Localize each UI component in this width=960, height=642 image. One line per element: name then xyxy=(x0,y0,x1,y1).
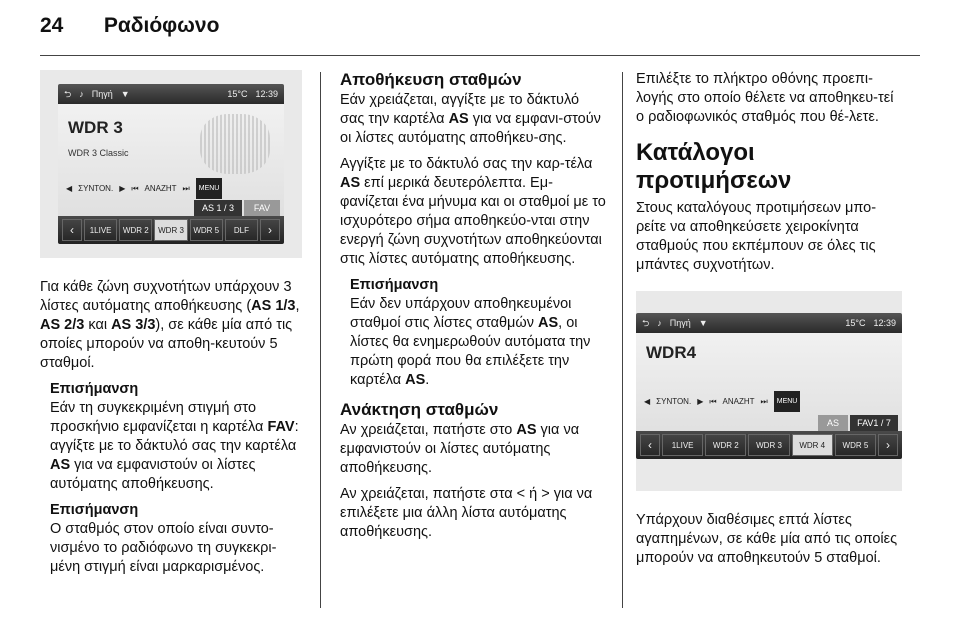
preset-button-selected: WDR 3 xyxy=(154,219,187,241)
temperature: 15°C xyxy=(845,317,866,328)
heading-store-stations: Αποθήκευση σταθμών xyxy=(340,70,522,89)
intro-paragraph: Για κάθε ζώνη συχνοτήτων υπάρχουν 3 λίστες αυτόματης αποθήκευσης (AS 1/3, AS 2/3 και AS 3/3), σε κάθε μία από τις οποίες μπορούν να αποθη-κευτούν 5 σταθμοί. xyxy=(40,279,300,371)
tune-left-icon: ◀ xyxy=(644,396,651,406)
music-icon: ♪ xyxy=(657,317,662,328)
station-name: WDR 3 xyxy=(68,118,123,137)
source-label: Πηγή xyxy=(669,317,691,328)
column-2 xyxy=(340,70,606,549)
clock: 12:39 xyxy=(255,88,278,99)
heading-recall-stations: Ανάκτηση σταθμών xyxy=(340,400,499,419)
paragraph: Επιλέξτε το πλήκτρο οθόνης προεπι-λογής στο οποίο θέλετε να αποθηκευ-τεί ο ραδιοφωνικός σταθμός που θέ-λετε. xyxy=(636,71,894,125)
heading-favourites: Κατάλογοι προτιμήσεων xyxy=(636,139,792,194)
clock: 12:39 xyxy=(873,317,896,328)
temperature: 15°C xyxy=(227,88,248,99)
search-label: ΑΝΑΖΗΤ xyxy=(144,183,177,193)
note-heading: Επισήμανση xyxy=(50,502,139,518)
station-name: WDR4 xyxy=(646,343,697,362)
screenshot-as xyxy=(40,70,302,258)
chevron-down-icon: ▼ xyxy=(120,88,130,99)
paragraph: Στους καταλόγους προτιμήσεων μπο-ρείτε να αποθηκεύσετε χειροκίνητα σταθμούς που εκπέμπουν σε όλες τις μπάντες συχνοτήτων. xyxy=(636,200,877,273)
seek-back-icon: ⏮ xyxy=(131,183,139,193)
seek-back-icon: ⏮ xyxy=(709,396,717,406)
seek-forward-icon: ⏭ xyxy=(182,183,190,193)
paragraph: Αγγίξτε με το δάκτυλό σας την καρ-τέλα AS επί μερικά δευτερόλεπτα. Εμ-φανίζεται ένα μήνυμα και οι σταθμοί με το ισχυρότερο σήμα αποθηκεύο-νται στην ενεργή ζώνη συχνοτήτων αποθηκεύονται στις λίστες αυτόματης αποθήκευσης. xyxy=(340,156,606,267)
status-bar xyxy=(58,84,284,104)
page-title: Ραδιόφωνο xyxy=(103,14,220,37)
tuning-controls xyxy=(66,180,276,196)
paragraph: Υπάρχουν διαθέσιμες επτά λίστες αγαπημένων, σε κάθε μία από τις οποίες μπορούν να αποθηκευτούν 5 σταθμοί. xyxy=(636,512,898,566)
chevron-left-icon: ‹ xyxy=(640,434,660,456)
page-header xyxy=(40,14,219,38)
note-2: Επισήμανση Ο σταθμός στον οποίο είναι συντο-νισμένο το ραδιόφωνο τη συγκεκρι-μένη στιγμή είναι μαρκαρισμένος. xyxy=(50,501,302,577)
preset-row xyxy=(58,216,284,244)
radio-screen xyxy=(636,313,902,459)
back-icon: ⮌ xyxy=(642,317,650,328)
source-label: Πηγή xyxy=(91,88,113,99)
tab-as: AS 1 / 3 xyxy=(194,200,242,216)
tune-label: ΣΥΝΤΟΝ. xyxy=(656,396,692,406)
chevron-right-icon: › xyxy=(260,219,280,241)
seek-forward-icon: ⏭ xyxy=(760,396,768,406)
tuning-controls xyxy=(644,393,894,409)
menu-button: MENU xyxy=(196,178,223,199)
paragraph: Αν χρειάζεται, πατήστε στο AS για να εμφανιστούν οι λίστες αυτόματης αποθήκευσης. xyxy=(340,422,580,476)
column-1 xyxy=(40,70,302,584)
paragraph: Εάν χρειάζεται, αγγίξτε με το δάκτυλό σας την καρτέλα AS για να εμφανι-στούν οι λίστες αυτόματης αποθήκευ-σης. xyxy=(340,92,601,146)
preset-button: WDR 2 xyxy=(705,434,746,456)
screenshot-fav xyxy=(636,291,902,491)
header-rule xyxy=(40,55,920,56)
preset-button: WDR 5 xyxy=(190,219,223,241)
tab-fav: FAV xyxy=(244,200,280,216)
preset-row xyxy=(636,431,902,459)
chevron-right-icon: › xyxy=(878,434,898,456)
note-heading: Επισήμανση xyxy=(50,381,139,397)
tune-left-icon: ◀ xyxy=(66,183,73,193)
radio-screen xyxy=(58,84,284,244)
tune-right-icon: ▶ xyxy=(697,396,704,406)
tune-right-icon: ▶ xyxy=(119,183,126,193)
preset-button: WDR 2 xyxy=(119,219,152,241)
column-3 xyxy=(636,70,902,575)
column-divider xyxy=(320,72,321,608)
note-heading: Επισήμανση xyxy=(350,277,439,293)
search-label: ΑΝΑΖΗΤ xyxy=(722,396,755,406)
page-number: 24 xyxy=(40,14,64,37)
preset-button: WDR 5 xyxy=(835,434,876,456)
station-subtitle: WDR 3 Classic xyxy=(68,148,129,158)
chevron-down-icon: ▼ xyxy=(698,317,708,328)
tab-as: AS xyxy=(818,415,848,431)
note: Επισήμανση Εάν δεν υπάρχουν αποθηκευμένοι σταθμοί στις λίστες σταθμών AS, οι λίστες θα ενημερωθούν αυτόματα την πρώτη φορά που θα επιλέξετε την καρτέλα AS. xyxy=(350,276,606,390)
tab-fav: FAV1 / 7 xyxy=(850,415,898,431)
status-bar xyxy=(636,313,902,333)
preset-button: 1LIVE xyxy=(662,434,703,456)
waveform-graphic xyxy=(200,114,270,174)
menu-button: MENU xyxy=(774,391,801,412)
preset-button: DLF xyxy=(225,219,258,241)
preset-button: 1LIVE xyxy=(84,219,117,241)
chevron-left-icon: ‹ xyxy=(62,219,82,241)
column-divider xyxy=(622,72,623,608)
paragraph: Αν χρειάζεται, πατήστε στα < ή > για να επιλέξετε μια άλλη λίστα αυτόματης αποθήκευσης. xyxy=(340,486,593,540)
music-icon: ♪ xyxy=(79,88,84,99)
tune-label: ΣΥΝΤΟΝ. xyxy=(78,183,114,193)
preset-button-selected: WDR 4 xyxy=(792,434,833,456)
preset-button: WDR 3 xyxy=(748,434,789,456)
note-1: Επισήμανση Εάν τη συγκεκριμένη στιγμή στο προσκήνιο εμφανίζεται η καρτέλα FAV: αγγίξτε με το δάκτυλό σας την καρτέλα AS για να εμφανιστούν οι λίστες αυτόματης αποθήκευσης. xyxy=(50,380,302,494)
back-icon: ⮌ xyxy=(64,88,72,99)
